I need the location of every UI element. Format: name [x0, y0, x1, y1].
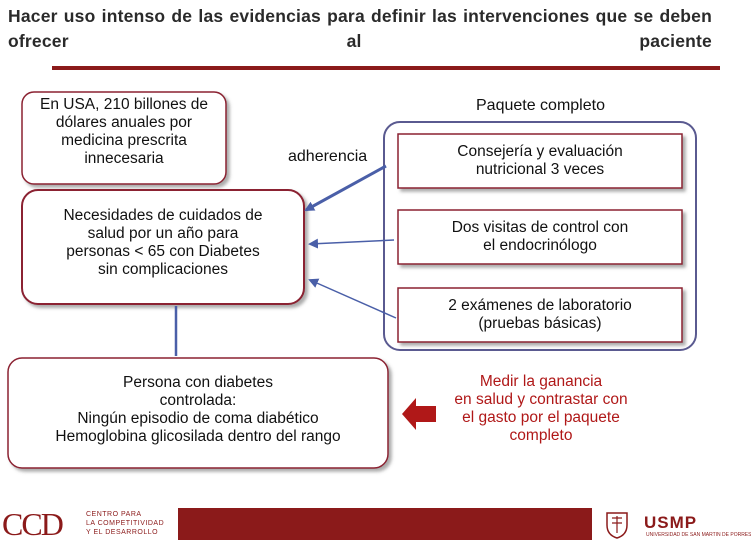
needs-line-2: salud por un año para: [87, 225, 239, 242]
package-item-2-line-2: el endocrinólogo: [483, 237, 597, 254]
adherence-arrow: [306, 166, 386, 210]
adherence-label: adherencia: [288, 148, 368, 165]
package-item-1-line-2: nutricional 3 veces: [475, 161, 605, 178]
package-item-3-line-2: (pruebas básicas): [478, 315, 602, 332]
usmp-logo: USMP: [644, 513, 698, 532]
cost-line-3: medicina prescrita: [61, 132, 187, 149]
usmp-logo-subtitle: UNIVERSIDAD DE SAN MARTIN DE PORRES: [646, 532, 751, 538]
footer: [0, 506, 751, 542]
ccd-sub-line-1: CENTRO PARA: [86, 511, 142, 518]
cost-text: [24, 96, 224, 168]
ccd-sub-line-3: Y EL DESARROLLO: [86, 529, 159, 536]
measure-line-4: completo: [509, 427, 573, 444]
university-crest-icon: [602, 509, 632, 539]
ccd-logo-subtitle: [86, 510, 164, 537]
page-title: Hacer uso intenso de las evidencias para definir las intervenciones que se deben ofrecer al paciente: [8, 6, 712, 51]
cost-line-1: En USA, 210 billones de: [39, 96, 209, 113]
package-title: Paquete completo: [476, 97, 605, 114]
measure-arrow-icon: [402, 398, 436, 430]
outcome-line-3: Ningún episodio de coma diabético: [77, 410, 319, 427]
needs-line-1: Necesidades de cuidados de: [63, 207, 263, 224]
cost-line-4: innecesaria: [84, 150, 164, 167]
needs-line-3: personas < 65 con Diabetes: [66, 243, 260, 260]
package-item-2-line-1: Dos visitas de control con: [451, 219, 629, 236]
needs-line-4: sin complicaciones: [97, 261, 229, 278]
measure-line-2: en salud y contrastar con: [454, 391, 628, 408]
package-item-1: [400, 143, 680, 179]
outcome-line-4: Hemoglobina glicosilada dentro del rango: [55, 428, 341, 445]
package-item-3: [400, 297, 680, 333]
ccd-logo: CCD: [2, 506, 62, 542]
outcome-text: [10, 374, 386, 446]
outcome-line-1: Persona con diabetes: [123, 374, 273, 391]
package-item-3-line-1: 2 exámenes de laboratorio: [448, 297, 632, 314]
measure-line-3: el gasto por el paquete: [462, 409, 620, 426]
package-item-1-line-1: Consejería y evaluación: [457, 143, 623, 160]
measure-text: [436, 373, 646, 445]
package-item-2: [400, 219, 680, 255]
outcome-line-2: controlada:: [159, 392, 237, 409]
ccd-logo-area: [0, 508, 178, 540]
ccd-sub-line-2: LA COMPETITIVIDAD: [86, 520, 165, 527]
cost-line-2: dólares anuales por: [55, 114, 193, 131]
measure-line-1: Medir la ganancia: [479, 373, 603, 390]
item2-arrow: [310, 240, 394, 244]
needs-text: [24, 207, 302, 279]
